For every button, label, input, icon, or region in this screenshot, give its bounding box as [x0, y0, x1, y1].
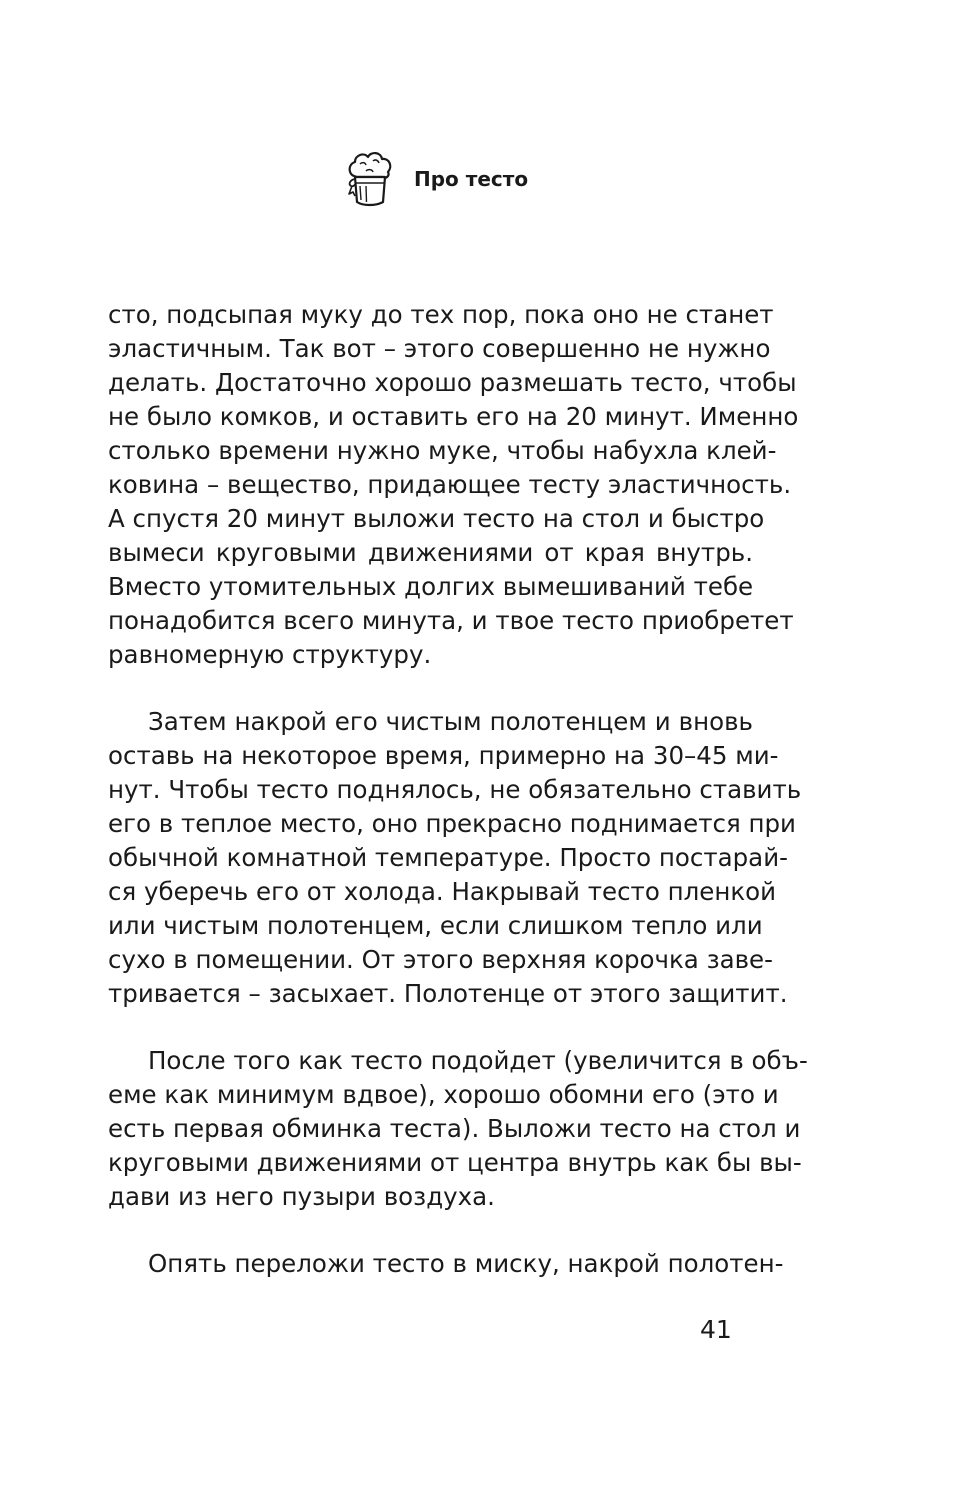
- paragraph-3: [108, 1044, 808, 1214]
- text-line: После того как тесто подойдет (увеличится в объ-: [148, 1046, 808, 1075]
- text-line: оставь на некоторое время, примерно на 30–45 ми-: [108, 741, 779, 770]
- text-line: Опять переложи тесто в миску, накрой полотен-: [148, 1249, 784, 1278]
- text-line: Затем накрой его чистым полотенцем и вновь: [148, 707, 753, 736]
- running-title: Про тесто: [414, 167, 529, 191]
- text-line: обычной комнатной температуре. Просто постарай-: [108, 843, 788, 872]
- text-line: сто, подсыпая муку до тех пор, пока оно не станет: [108, 300, 774, 329]
- text-line: понадобится всего минута, и твое тесто приобретет: [108, 606, 794, 635]
- text-line: ся уберечь его от холода. Накрывай тесто пленкой: [108, 877, 777, 906]
- text-line: не было комков, и оставить его на 20 минут. Именно: [108, 402, 799, 431]
- text-line: его в теплое место, оно прекрасно поднимается при: [108, 809, 796, 838]
- text-line: эластичным. Так вот – этого совершенно не нужно: [108, 334, 771, 363]
- text-line: равномерную структуру.: [108, 640, 432, 669]
- running-header: [346, 150, 528, 208]
- paragraph-1: [108, 298, 799, 672]
- text-line: делать. Достаточно хорошо размешать тесто, чтобы: [108, 368, 797, 397]
- text-line: вымеси круговыми движениями от края внутрь.: [108, 538, 753, 567]
- page-number: 41: [700, 1315, 732, 1344]
- text-line: дави из него пузыри воздуха.: [108, 1182, 495, 1211]
- text-line: или чистым полотенцем, если слишком тепло или: [108, 911, 763, 940]
- text-line: круговыми движениями от центра внутрь как бы вы-: [108, 1148, 802, 1177]
- body-text: [108, 298, 808, 1314]
- text-line: есть первая обминка теста). Выложи тесто на стол и: [108, 1114, 801, 1143]
- text-line: Вместо утомительных долгих вымешиваний тебе: [108, 572, 754, 601]
- paragraph-2: [108, 705, 802, 1011]
- paragraph-4: [108, 1247, 784, 1281]
- text-line: тривается – засыхает. Полотенце от этого защитит.: [108, 979, 788, 1008]
- text-line: сухо в помещении. От этого верхняя корочка заве-: [108, 945, 773, 974]
- chef-hat-icon: [346, 150, 394, 208]
- text-line: А спустя 20 минут выложи тесто на стол и быстро: [108, 504, 765, 533]
- text-line: нут. Чтобы тесто поднялось, не обязательно ставить: [108, 775, 802, 804]
- text-line: ковина – вещество, придающее тесту эластичность.: [108, 470, 792, 499]
- text-line: столько времени нужно муке, чтобы набухла клей-: [108, 436, 777, 465]
- text-line: еме как минимум вдвое), хорошо обомни его (это и: [108, 1080, 779, 1109]
